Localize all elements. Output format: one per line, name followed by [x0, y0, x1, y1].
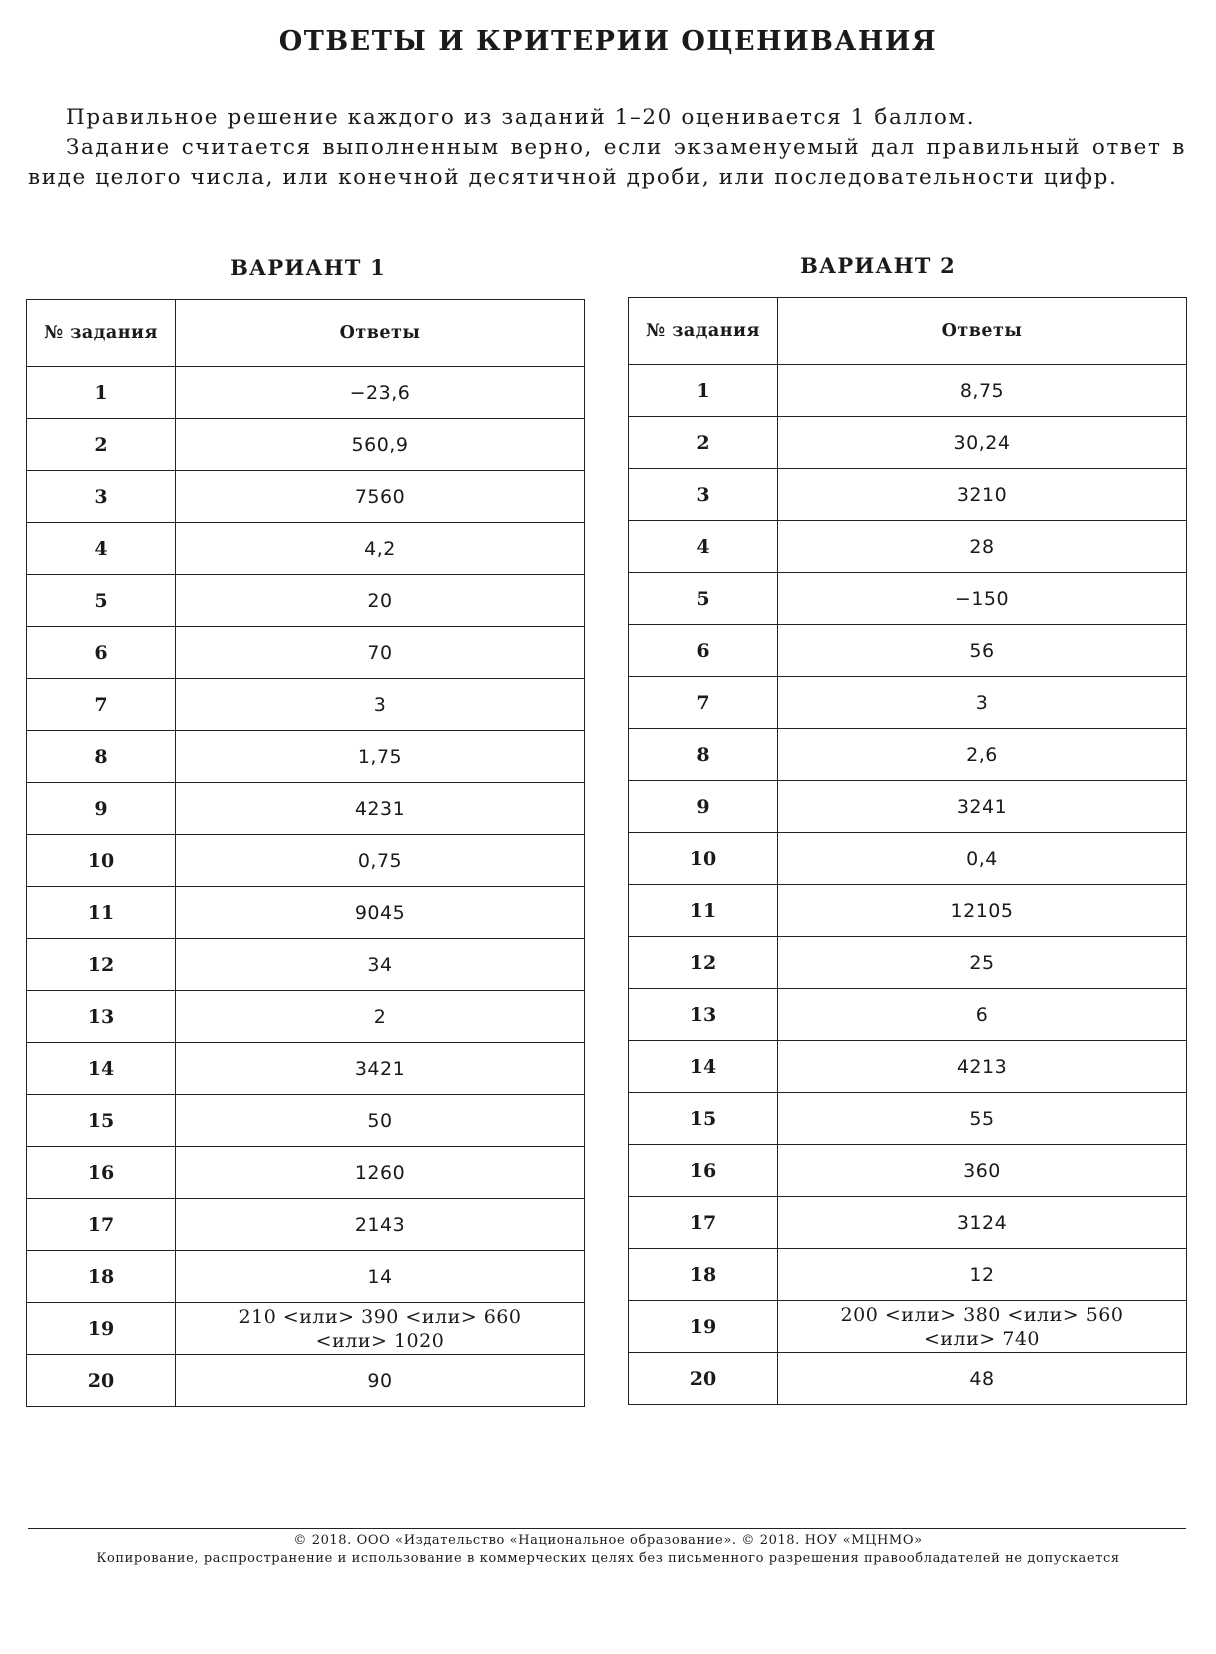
task-number: 4: [27, 523, 176, 575]
task-number: 10: [27, 835, 176, 887]
table-row: [27, 1095, 585, 1147]
answer-value: [778, 1301, 1187, 1353]
table-row: [629, 937, 1187, 989]
answer-value: 3421: [176, 1043, 585, 1095]
answer-value: 2: [176, 991, 585, 1043]
header-answers: Ответы: [176, 300, 585, 367]
table-row: [629, 885, 1187, 937]
task-number: 19: [629, 1301, 778, 1353]
answer-value: 0,75: [176, 835, 585, 887]
table-row: [27, 419, 585, 471]
table-row: [629, 677, 1187, 729]
table-row: [629, 1301, 1187, 1353]
table-row: [629, 1249, 1187, 1301]
table-row: [27, 991, 585, 1043]
table-row: [629, 573, 1187, 625]
variant-2-title: ВАРИАНТ 2: [800, 253, 956, 278]
answer-value: 4,2: [176, 523, 585, 575]
answer-value: 3: [176, 679, 585, 731]
answer-value: 12105: [778, 885, 1187, 937]
answer-value: 28: [778, 521, 1187, 573]
task-number: 4: [629, 521, 778, 573]
table-row: [27, 1043, 585, 1095]
task-number: 5: [27, 575, 176, 627]
task-number: 10: [629, 833, 778, 885]
table-row: [27, 783, 585, 835]
answer-value: 9045: [176, 887, 585, 939]
table-row: [629, 833, 1187, 885]
table-row: [27, 1147, 585, 1199]
variant-1-answers-table: [26, 299, 585, 1407]
table-row: [27, 367, 585, 419]
table-row: [27, 523, 585, 575]
answer-value: 2143: [176, 1199, 585, 1251]
answer-value: −150: [778, 573, 1187, 625]
header-answers: Ответы: [778, 298, 1187, 365]
task-number: 5: [629, 573, 778, 625]
answer-value: 360: [778, 1145, 1187, 1197]
answer-line-2: <или> 1020: [315, 1329, 445, 1352]
task-number: 15: [27, 1095, 176, 1147]
task-number: 2: [629, 417, 778, 469]
answer-value: 34: [176, 939, 585, 991]
task-number: 12: [629, 937, 778, 989]
table-row: [629, 521, 1187, 573]
intro-paragraph-2: Задание считается выполненным верно, если экзаменуемый дал правильный ответ в виде целого числа, или конечной десятичной дроби, или последовательности цифр.: [28, 135, 1186, 190]
answer-value: 4231: [176, 783, 585, 835]
answer-line-2: <или> 740: [923, 1327, 1041, 1350]
task-number: 3: [27, 471, 176, 523]
task-number: 3: [629, 469, 778, 521]
answer-value: 70: [176, 627, 585, 679]
task-number: 6: [629, 625, 778, 677]
answer-value: 90: [176, 1355, 585, 1407]
answer-value: 3241: [778, 781, 1187, 833]
answer-value: 560,9: [176, 419, 585, 471]
task-number: 17: [27, 1199, 176, 1251]
answer-value: 3: [778, 677, 1187, 729]
page-title: ОТВЕТЫ И КРИТЕРИИ ОЦЕНИВАНИЯ: [278, 26, 938, 57]
answer-value: 20: [176, 575, 585, 627]
table-row: [629, 417, 1187, 469]
answer-value: 7560: [176, 471, 585, 523]
answer-value: 30,24: [778, 417, 1187, 469]
table-row: [27, 731, 585, 783]
answer-line-1: 200 <или> 380 <или> 560: [840, 1303, 1124, 1326]
answer-line-1: 210 <или> 390 <или> 660: [238, 1305, 522, 1328]
task-number: 12: [27, 939, 176, 991]
task-number: 13: [27, 991, 176, 1043]
task-number: 6: [27, 627, 176, 679]
answer-value: 25: [778, 937, 1187, 989]
answer-value: 8,75: [778, 365, 1187, 417]
task-number: 18: [629, 1249, 778, 1301]
table-row: [27, 1199, 585, 1251]
answer-value: [176, 1303, 585, 1355]
table-row: [27, 575, 585, 627]
header-task-number: № задания: [27, 300, 176, 367]
table-row: [629, 469, 1187, 521]
table-row: [27, 939, 585, 991]
answer-value: 12: [778, 1249, 1187, 1301]
task-number: 14: [629, 1041, 778, 1093]
table-row: [629, 1093, 1187, 1145]
task-number: 15: [629, 1093, 778, 1145]
table-row: [629, 1197, 1187, 1249]
answer-value: 14: [176, 1251, 585, 1303]
table-header-row: [629, 298, 1187, 365]
answer-value: 50: [176, 1095, 585, 1147]
table-row: [27, 679, 585, 731]
answer-value: 3210: [778, 469, 1187, 521]
answer-value: 1,75: [176, 731, 585, 783]
task-number: 14: [27, 1043, 176, 1095]
task-number: 7: [629, 677, 778, 729]
table-row: [629, 989, 1187, 1041]
intro-text: [28, 103, 1186, 193]
answer-value: 3124: [778, 1197, 1187, 1249]
task-number: 9: [629, 781, 778, 833]
footer-divider: [28, 1528, 1186, 1529]
intro-paragraph-1: Правильное решение каждого из заданий 1–20 оценивается 1 баллом.: [66, 105, 976, 130]
answer-value: 56: [778, 625, 1187, 677]
table-row: [27, 887, 585, 939]
answer-value: 0,4: [778, 833, 1187, 885]
table-row: [27, 1251, 585, 1303]
answer-value: 48: [778, 1353, 1187, 1405]
answer-value: 55: [778, 1093, 1187, 1145]
answer-value: 4213: [778, 1041, 1187, 1093]
table-row: [27, 835, 585, 887]
task-number: 16: [629, 1145, 778, 1197]
answer-value: 1260: [176, 1147, 585, 1199]
task-number: 8: [629, 729, 778, 781]
task-number: 11: [27, 887, 176, 939]
task-number: 1: [629, 365, 778, 417]
task-number: 8: [27, 731, 176, 783]
task-number: 18: [27, 1251, 176, 1303]
variant-1-title: ВАРИАНТ 1: [230, 255, 386, 280]
table-row: [27, 1355, 585, 1407]
task-number: 9: [27, 783, 176, 835]
task-number: 19: [27, 1303, 176, 1355]
variant-2-answers-table: [628, 297, 1187, 1405]
answer-value: 6: [778, 989, 1187, 1041]
task-number: 2: [27, 419, 176, 471]
task-number: 13: [629, 989, 778, 1041]
table-row: [629, 729, 1187, 781]
table-header-row: [27, 300, 585, 367]
table-row: [629, 1145, 1187, 1197]
table-row: [629, 365, 1187, 417]
table-row: [629, 781, 1187, 833]
answer-value: −23,6: [176, 367, 585, 419]
task-number: 17: [629, 1197, 778, 1249]
footer-license-notice: Копирование, распространение и использование в коммерческих целях без письменного разрешения правообладателей не допускается: [96, 1551, 1120, 1566]
table-row: [629, 625, 1187, 677]
footer-copyright: © 2018. ООО «Издательство «Национальное образование». © 2018. НОУ «МЦНМО»: [293, 1533, 923, 1548]
table-row: [27, 1303, 585, 1355]
answer-value: 2,6: [778, 729, 1187, 781]
task-number: 11: [629, 885, 778, 937]
header-task-number: № задания: [629, 298, 778, 365]
table-row: [629, 1353, 1187, 1405]
task-number: 1: [27, 367, 176, 419]
table-row: [27, 627, 585, 679]
table-row: [629, 1041, 1187, 1093]
task-number: 7: [27, 679, 176, 731]
task-number: 20: [27, 1355, 176, 1407]
table-row: [27, 471, 585, 523]
task-number: 20: [629, 1353, 778, 1405]
task-number: 16: [27, 1147, 176, 1199]
